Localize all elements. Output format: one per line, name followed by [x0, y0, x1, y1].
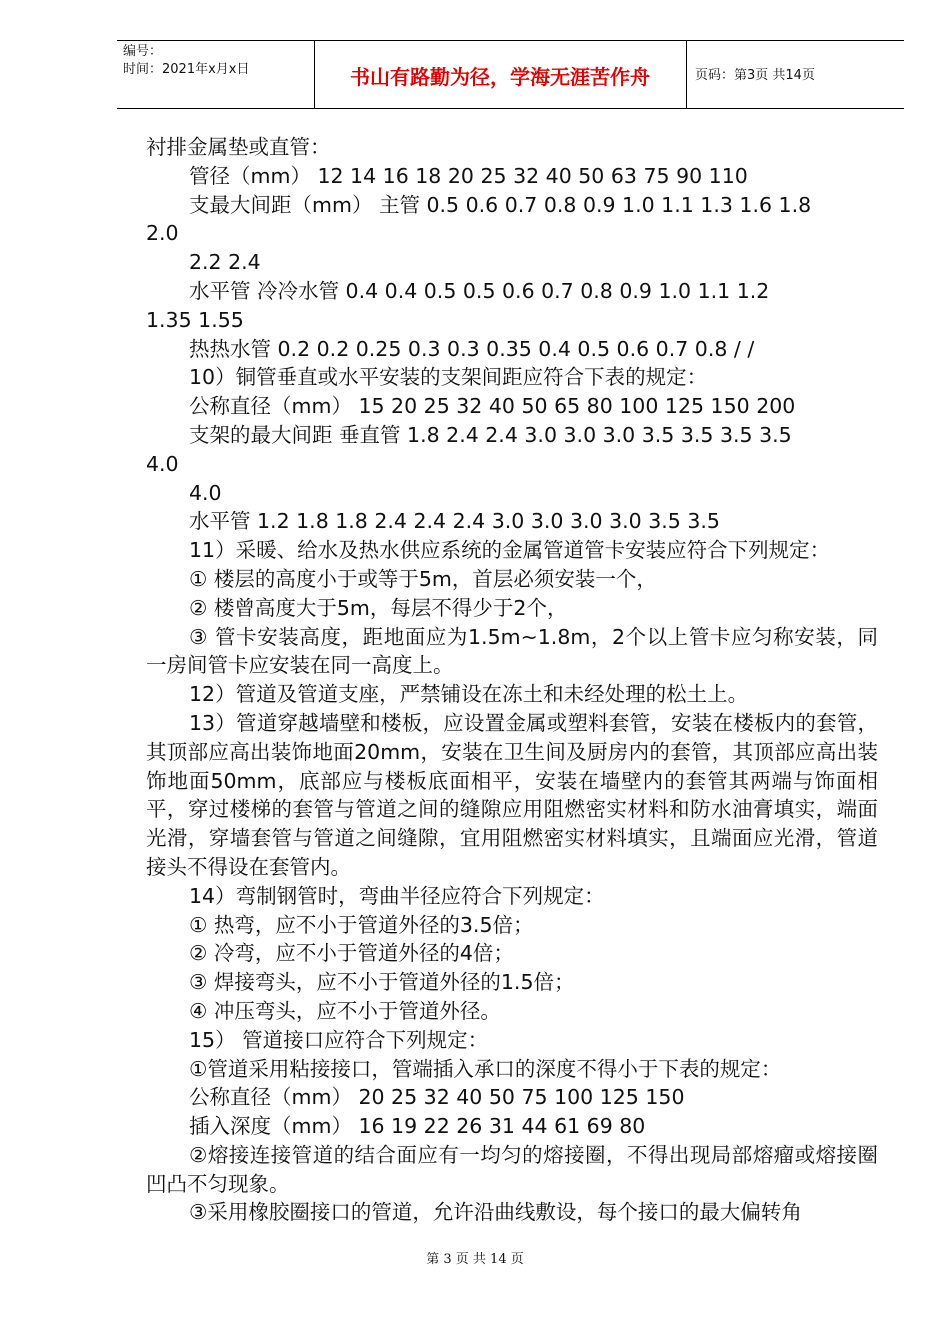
text-line: ③采用橡胶圈接口的管道，允许沿曲线敷设，每个接口的最大偏转角	[189, 1200, 802, 1225]
document-time-label: 时间：2021年x月x日	[123, 62, 250, 77]
header-motto-cell	[314, 41, 687, 108]
header-meta-cell	[117, 41, 315, 108]
text-line: ① 楼层的高度小于或等于5m，首层必须安装一个，	[189, 566, 657, 591]
text-line: 11）采暖、给水及热水供应系统的金属管道管卡安装应符合下列规定：	[189, 538, 831, 563]
text-line: ①管道采用粘接接口，管端插入承口的深度不得小于下表的规定：	[189, 1056, 782, 1081]
text-line: ① 热弯，应不小于管道外径的3.5倍；	[189, 912, 534, 937]
text-line: 2.0	[146, 221, 179, 246]
document-number-label: 编号：	[123, 44, 163, 59]
text-line: 2.2 2.4	[189, 250, 261, 275]
text-line: 公称直径（mm） 20 25 32 40 50 75 100 125 150	[189, 1085, 685, 1110]
header-motto: 书山有路勤为径，学海无涯苦作舟	[350, 65, 650, 89]
text-line: 插入深度（mm） 16 19 22 26 31 44 61 69 80	[189, 1114, 646, 1139]
text-line: ② 冷弯，应不小于管道外径的4倍；	[189, 941, 514, 966]
text-line: 4.0	[146, 451, 179, 476]
text-line: 10）铜管垂直或水平安装的支架间距应符合下表的规定：	[189, 365, 708, 390]
text-line: 14）弯制钢管时，弯曲半径应符合下列规定：	[189, 883, 605, 908]
text-line: 4.0	[189, 480, 222, 505]
text-line: 12）管道及管道支座，严禁铺设在冻土和未经处理的松土上。	[189, 682, 749, 707]
header-page-cell	[687, 41, 904, 108]
text-line: 支最大间距（mm） 主管 0.5 0.6 0.7 0.8 0.9 1.0 1.1 1.3 1.6 1.8	[189, 192, 812, 217]
text-line: 公称直径（mm） 15 20 25 32 40 50 65 80 100 125 150 200	[189, 394, 796, 419]
text-line: ④ 冲压弯头，应不小于管道外径。	[189, 998, 501, 1023]
text-line: 衬排金属垫或直管：	[146, 135, 331, 159]
header-page-number: 页码：第3页 共14页	[695, 68, 815, 83]
text-line: 热热水管 0.2 0.2 0.25 0.3 0.3 0.35 0.4 0.5 0.6 0.7 0.8 / /	[189, 336, 755, 361]
text-paragraph: ③ 管卡安装高度，距地面应为1.5m~1.8m，2个以上管卡应匀称安装，同一房间管卡应安装在同一高度上。	[146, 624, 878, 678]
text-line: 水平管 冷冷水管 0.4 0.4 0.5 0.5 0.6 0.7 0.8 0.9 1.0 1.1 1.2	[189, 278, 770, 303]
text-line: 支架的最大间距 垂直管 1.8 2.4 2.4 3.0 3.0 3.0 3.5 3.5 3.5 3.5	[189, 422, 792, 447]
text-paragraph: ②熔接连接管道的结合面应有一均匀的熔接圈，不得出现局部熔瘤或熔接圈凹凸不匀现象。	[146, 1142, 878, 1196]
text-line: ② 楼曾高度大于5m，每层不得少于2个，	[189, 595, 568, 620]
text-line: ③ 焊接弯头，应不小于管道外径的1.5倍；	[189, 970, 575, 995]
page-footer: 第 3 页 共 14 页	[426, 1252, 524, 1267]
document-body	[146, 133, 878, 1227]
page-header	[117, 40, 904, 109]
text-paragraph: 13）管道穿越墙壁和楼板，应设置金属或塑料套管，安装在楼板内的套管，其顶部应高出装饰地面20mm，安装在卫生间及厨房内的套管，其顶部应高出装饰地面50mm，底部应与楼板底面相平，安装在墙壁内的套管其两端与饰面相平，穿过楼梯的套管与管道之间的缝隙应用阻燃密实材料和防水油膏填实，端面光滑，穿墙套管与管道之间缝隙，宜用阻燃密实材料填实，且端面应光滑，管道接头不得设在套管内。	[146, 710, 878, 879]
text-line: 15） 管道接口应符合下列规定：	[189, 1027, 489, 1052]
text-line: 水平管 1.2 1.8 1.8 2.4 2.4 2.4 3.0 3.0 3.0 3.0 3.5 3.5	[189, 509, 720, 534]
text-line: 1.35 1.55	[146, 307, 244, 332]
text-line: 管径（mm） 12 14 16 18 20 25 32 40 50 63 75 90 110	[189, 163, 748, 188]
